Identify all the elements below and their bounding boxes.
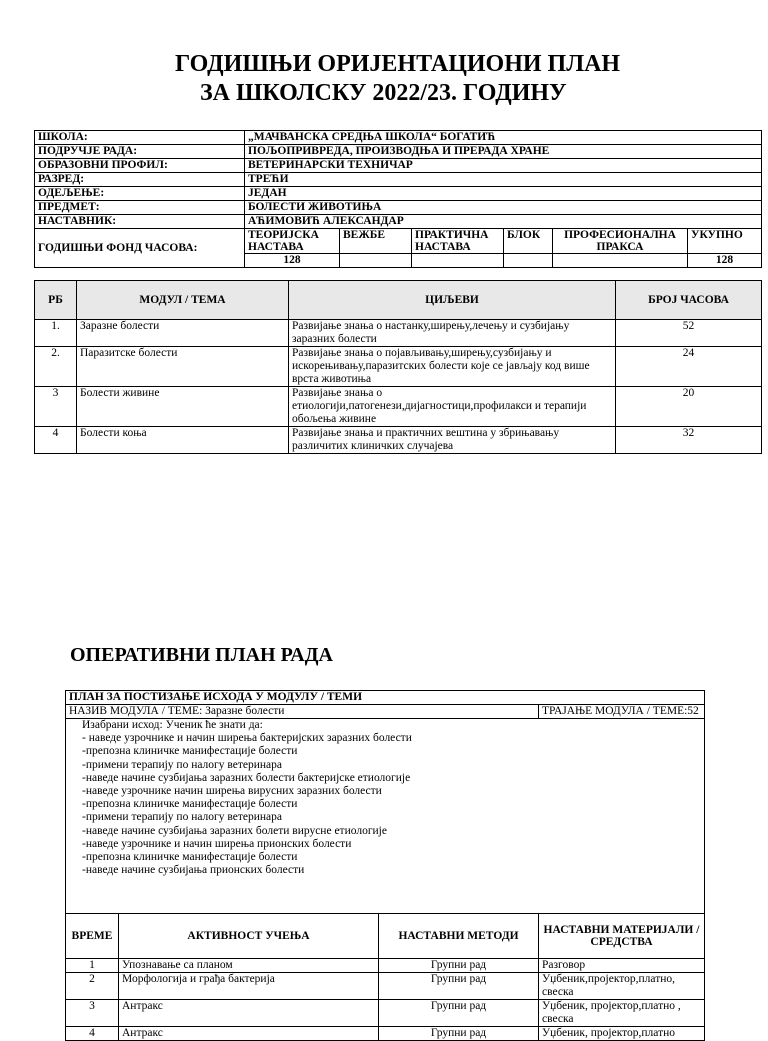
module-duration: ТРАЈАЊЕ МОДУЛА / ТЕМЕ:52	[539, 705, 705, 719]
goals-no: 4	[35, 427, 77, 454]
outcome-line: -препозна клиничке манифестације болести	[82, 745, 298, 758]
info-label: ОДЕЉЕЊЕ:	[35, 187, 245, 201]
outcomes-cell	[66, 719, 705, 914]
fund-header: УКУПНО	[688, 229, 762, 254]
fund-header: ВЕЖБЕ	[340, 229, 412, 254]
fund-value	[340, 254, 412, 268]
outcome-line: -наведе узрочнике начин ширења вирусних заразних болести	[82, 785, 382, 798]
outcome-line: -препозна клиничке манифестације болести	[82, 798, 298, 811]
info-label: ПОДРУЧЈЕ РАДА:	[35, 145, 245, 159]
page-title-line2: ЗА ШКОЛСКУ 2022/23. ГОДИНУ	[200, 80, 567, 106]
goals-row	[35, 427, 762, 454]
info-row	[35, 159, 762, 173]
op-material: Уџбеник,пројектор,платно, свеска	[539, 973, 705, 1000]
info-value: АЋИМОВИЋ АЛЕКСАНДАР	[245, 215, 762, 229]
op-header-activity: АКТИВНОСТ УЧЕЊА	[119, 914, 379, 959]
goals-hours: 52	[616, 320, 762, 347]
fund-value: 128	[688, 254, 762, 268]
op-header-methods: НАСТАВНИ МЕТОДИ	[379, 914, 539, 959]
fund-header-row	[35, 229, 762, 254]
op-activity: Упознавање са планом	[119, 959, 379, 973]
info-label: НАСТАВНИК:	[35, 215, 245, 229]
outcome-line: -наведе начине сузбијања заразних болести бактеријске етиологије	[82, 771, 411, 784]
info-label: ПРЕДМЕТ:	[35, 201, 245, 215]
op-material: Уџбеник, пројектор,платно , свеска	[539, 1000, 705, 1027]
outcome-line: -наведе начине сузбијања заразних болети вирусне етиологије	[82, 824, 387, 837]
op-header-materials: НАСТАВНИ МАТЕРИЈАЛИ / СРЕДСТВА	[539, 914, 705, 959]
info-row	[35, 215, 762, 229]
op-method: Групни рад	[379, 1000, 539, 1027]
outcome-line: -примени терапију по налогу ветеринара	[82, 758, 282, 771]
goals-header-hours: БРОЈ ЧАСОВА	[616, 281, 762, 320]
outcome-line: Изабрани исход: Ученик ће знати да:	[82, 719, 263, 731]
op-method: Групни рад	[379, 973, 539, 1000]
goals-row	[35, 320, 762, 347]
fund-label: ГОДИШЊИ ФОНД ЧАСОВА:	[35, 229, 245, 268]
info-row	[35, 187, 762, 201]
goals-table	[34, 280, 762, 454]
goals-module: Болести коња	[77, 427, 289, 454]
fund-header: ПРАКТИЧНА НАСТАВА	[412, 229, 504, 254]
op-row	[66, 959, 705, 973]
goals-hours: 20	[616, 387, 762, 427]
goals-module: Паразитске болести	[77, 347, 289, 387]
goals-no: 2.	[35, 347, 77, 387]
op-time: 3	[66, 1000, 119, 1027]
info-value: „МАЧВАНСКА СРЕДЊА ШКОЛА“ БОГАТИЋ	[245, 131, 762, 145]
goals-hours: 24	[616, 347, 762, 387]
op-material: Разговор	[539, 959, 705, 973]
info-row	[35, 173, 762, 187]
info-row	[35, 145, 762, 159]
goals-module: Болести живине	[77, 387, 289, 427]
info-row	[35, 201, 762, 215]
goals-no: 3	[35, 387, 77, 427]
goals-goal: Развијање знања и практичних вештина у збрињавању различитих клиничких случајева	[289, 427, 616, 454]
op-method: Групни рад	[379, 1027, 539, 1041]
goals-no: 1.	[35, 320, 77, 347]
goals-hours: 32	[616, 427, 762, 454]
goals-goal: Развијање знања о етиологији,патогенези,дијагностици,профилакси и терапији обољења живине	[289, 387, 616, 427]
goals-goal: Развијање знања о појављивању,ширењу,сузбијању и искорењивању,паразитских болести које се јављају код више врста животиња	[289, 347, 616, 387]
op-material: Уџбеник, пројектор,платно	[539, 1027, 705, 1041]
goals-header-module: МОДУЛ / ТЕМА	[77, 281, 289, 320]
info-value: ПОЉОПРИВРЕДА, ПРОИЗВОДЊА И ПРЕРАДА ХРАНЕ	[245, 145, 762, 159]
page-title-line1: ГОДИШЊИ ОРИЈЕНТАЦИОНИ ПЛАН	[175, 51, 621, 77]
info-label: ШКОЛА:	[35, 131, 245, 145]
fund-header: ТЕОРИЈСКА НАСТАВА	[245, 229, 340, 254]
op-activity: Антракс	[119, 1027, 379, 1041]
info-value: ВЕТЕРИНАРСКИ ТЕХНИЧАР	[245, 159, 762, 173]
op-activity: Морфологија и грађа бактерија	[119, 973, 379, 1000]
outcome-line: -примени терапију по налогу ветеринара	[82, 811, 282, 824]
op-header-time: ВРЕМЕ	[66, 914, 119, 959]
fund-header: ПРОФЕСИОНАЛНА ПРАКСА	[553, 229, 688, 254]
module-name: НАЗИВ МОДУЛА / ТЕМЕ: Заразне болести	[66, 705, 539, 719]
fund-value: 128	[245, 254, 340, 268]
info-table	[34, 130, 762, 268]
fund-header: БЛОК	[504, 229, 553, 254]
goals-goal: Развијање знања о настанку,ширењу,лечењу и сузбијању заразних болести	[289, 320, 616, 347]
op-activity: Антракс	[119, 1000, 379, 1027]
info-value: ЈЕДАН	[245, 187, 762, 201]
plan-title: ПЛАН ЗА ПОСТИЗАЊЕ ИСХОДА У МОДУЛУ / ТЕМИ	[66, 691, 705, 705]
op-time: 1	[66, 959, 119, 973]
info-label: ОБРАЗОВНИ ПРОФИЛ:	[35, 159, 245, 173]
outcome-line: -наведе узрочнике и начин ширења прионских болести	[82, 837, 352, 850]
info-value: ТРЕЋИ	[245, 173, 762, 187]
outcome-line: -препозна клиничке манифестације болести	[82, 851, 298, 864]
info-label: РАЗРЕД:	[35, 173, 245, 187]
goals-header-no: РБ	[35, 281, 77, 320]
op-row	[66, 1000, 705, 1027]
op-time: 2	[66, 973, 119, 1000]
operative-heading: ОПЕРАТИВНИ ПЛАН РАДА	[70, 644, 333, 666]
info-row	[35, 131, 762, 145]
op-method: Групни рад	[379, 959, 539, 973]
op-time: 4	[66, 1027, 119, 1041]
outcome-line: - наведе узрочнике и начин ширења бактеријских заразних болести	[82, 732, 412, 745]
outcome-line: -наведе начине сузбијања прионских болести	[82, 864, 305, 877]
op-row	[66, 1027, 705, 1041]
op-row	[66, 973, 705, 1000]
info-value: БОЛЕСТИ ЖИВОТИЊА	[245, 201, 762, 215]
goals-row	[35, 387, 762, 427]
fund-value	[412, 254, 504, 268]
fund-value	[504, 254, 553, 268]
fund-value	[553, 254, 688, 268]
goals-row	[35, 347, 762, 387]
operative-table	[65, 690, 705, 1041]
goals-module: Заразне болести	[77, 320, 289, 347]
goals-header-goal: ЦИЉЕВИ	[289, 281, 616, 320]
